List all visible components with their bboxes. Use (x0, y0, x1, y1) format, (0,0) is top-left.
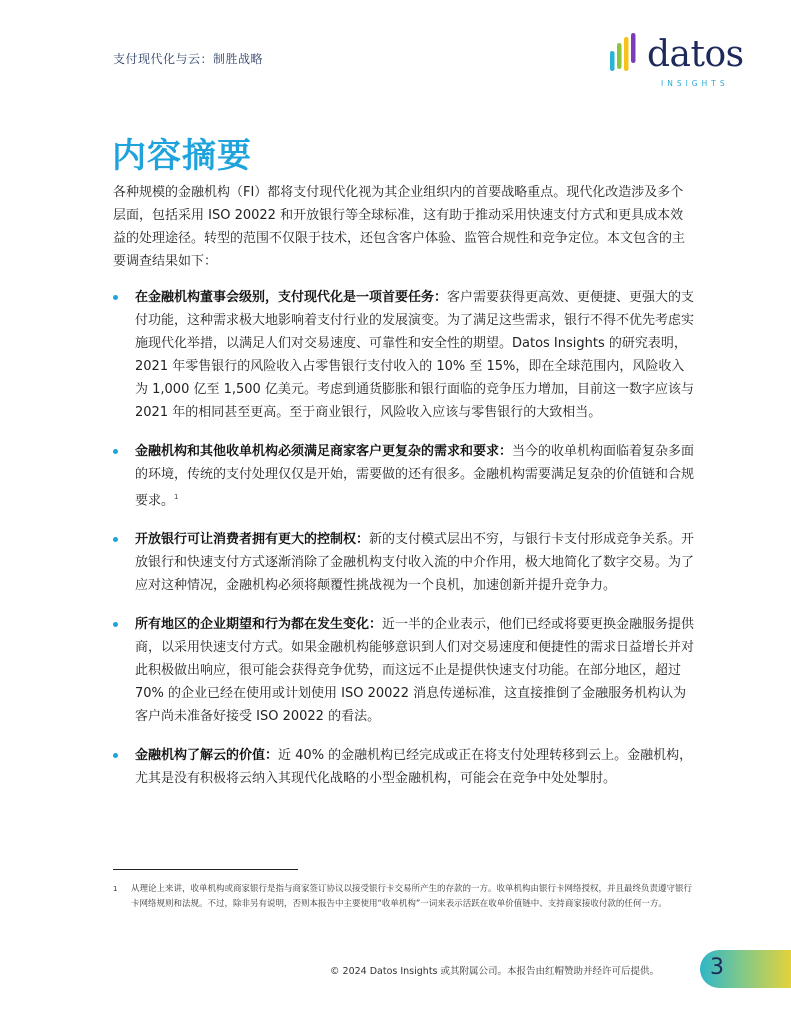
findings-list (113, 286, 695, 806)
logo-bars-icon (609, 33, 639, 77)
finding-heading: 在金融机构董事会级别，支付现代化是一项首要任务： (135, 290, 448, 305)
intro-paragraph: 各种规模的金融机构（FI）都将支付现代化视为其企业组织内的首要战略重点。现代化改造涉及多个层面，包括采用 ISO 20022 和开放银行等全球标准，这有助于推动采用快速支付方式和更具成本效益的处理途径。转型的范围不仅限于技术，还包含客户体验、监管合规性和竞争定位。本文包含的主要调查结果如下： (113, 185, 686, 269)
list-item (113, 744, 695, 790)
list-item (113, 286, 695, 424)
finding-text: 近 40% 的金融机构已经完成或正在将支付处理转移到云上。金融机构，尤其是没有积极将云纳入其现代化战略的小型金融机构，可能会在竞争中处处掣肘。 (135, 748, 693, 787)
logo-subtitle: INSIGHTS (661, 79, 729, 88)
list-item (113, 440, 695, 512)
footnote-reference[interactable]: 1 (174, 493, 179, 501)
finding-heading: 所有地区的企业期望和行为都在发生变化： (135, 617, 383, 633)
logo-bar-4 (631, 33, 636, 63)
copyright-notice: © 2024 Datos Insights 或其附属公司。本报告由红帽赞助并经许可后提供。 (330, 966, 660, 977)
list-item (113, 613, 695, 728)
bullet-dot-icon (113, 753, 118, 758)
logo-bar-2 (617, 43, 622, 69)
footnote (113, 882, 693, 912)
list-item (113, 528, 695, 597)
bullet-dot-icon (113, 449, 118, 454)
finding-text: 新的支付模式层出不穷，与银行卡支付形成竞争关系。开放银行和快速支付方式逐渐消除了金融机构支付收入流的中介作用，极大地简化了数字交易。为了应对这种情况，金融机构必须将颠覆性挑战视为一个良机，加速创新并提升竞争力。 (135, 532, 695, 594)
finding-heading: 开放银行可让消费者拥有更大的控制权： (135, 532, 370, 548)
finding-heading: 金融机构了解云的价值： (135, 748, 279, 764)
bullet-dot-icon (113, 622, 118, 627)
running-header: 支付现代化与云：制胜战略 (113, 52, 264, 66)
finding-text: 当今的收单机构面临着复杂多面的环境，传统的支付处理仅仅是开始，需要做的还有很多。金融机构需要满足复杂的价值链和合规要求。 (135, 444, 695, 509)
finding-text: 近一半的企业表示，他们已经或将要更换金融服务提供商，以采用快速支付方式。如果金融机构能够意识到人们对交易速度和便捷性的需求日益增长并对此积极做出响应，很可能会获得竞争优势，而这远不止是提供快速支付功能。在部分地区，超过 70% 的企业已经在使用或计划使用 ISO 20022 消息传递标准，这直接推倒了金融服务机构认为客户尚未准备好接受 ISO 20022 的看法。 (135, 617, 695, 725)
footnote-number: 1 (113, 885, 118, 893)
datos-insights-logo (609, 33, 744, 93)
page-number-tab (700, 950, 791, 988)
bullet-dot-icon (113, 537, 118, 542)
footnote-text: 从理论上来讲，收单机构或商家银行是指与商家签订协议以接受银行卡交易所产生的存款的一方。收单机构由银行卡网络授权，并且最终负责遵守银行卡网络规则和法规。不过，除非另有说明，否则本报告中主要使用“收单机构”一词来表示活跃在收单价值链中、支持商家接收付款的任何一方。 (131, 884, 693, 909)
logo-bar-3 (624, 37, 629, 71)
finding-text: 客户需要获得更高效、更便捷、更强大的支付功能，这种需求极大地影响着支付行业的发展演变。为了满足这些需求，银行不得不优先考虑实施现代化举措，以满足人们对交易速度、可靠性和安全性的期望。Datos Insights 的研究表明，2021 年零售银行的风险收入占零售银行支付收入的 10% 至 15%，即在全球范围内，风险收入为 1,000 亿至 1,500 亿美元。考虑到通货膨胀和银行面临的竞争压力增加，目前这一数字应该与 2021 年的相同甚至更高。至于商业银行，风险收入应该与零售银行的大致相当。 (135, 290, 695, 420)
footnote-divider (113, 869, 298, 870)
bullet-dot-icon (113, 295, 118, 300)
logo-wordmark: datos (647, 34, 744, 75)
page-number: 3 (710, 955, 724, 980)
page-title: 内容摘要 (112, 136, 252, 176)
logo-bar-1 (610, 51, 615, 71)
finding-heading: 金融机构和其他收单机构必须满足商家客户更复杂的需求和要求： (135, 444, 513, 459)
